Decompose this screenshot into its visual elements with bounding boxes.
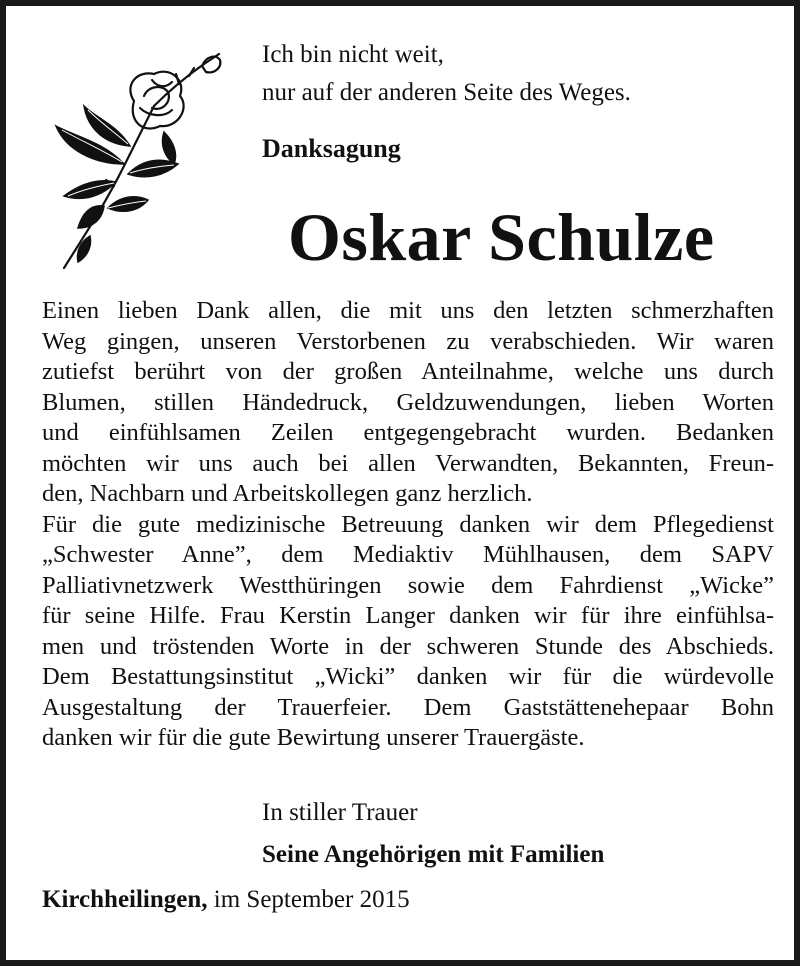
- body-line: Für die gute medizinische Betreuung danken wir dem Pflegedienst: [42, 510, 774, 538]
- quote: [262, 36, 631, 112]
- body-line: Palliativnetzwerk Westthüringen sowie dem Fahrdienst „Wicke”: [42, 571, 774, 599]
- rose-icon: [44, 46, 234, 276]
- body-line: für seine Hilfe. Frau Kerstin Langer danken wir für ihre einfühlsa-: [42, 602, 774, 629]
- heading-danksagung: Danksagung: [262, 134, 401, 163]
- body-line: Dem Bestattungsinstitut „Wicki” danken wir für die würdevolle: [42, 663, 774, 690]
- signoff-line-2: Seine Angehörigen mit Familien: [262, 841, 605, 868]
- signoff-line-1: In stiller Trauer: [262, 799, 418, 826]
- body-line: den, Nachbarn und Arbeitskollegen ganz herzlich.: [42, 480, 533, 507]
- body-line: Blumen, stillen Händedruck, Geldzuwendungen, lieben Worten: [42, 388, 774, 416]
- deceased-name: Oskar Schulze: [288, 199, 715, 275]
- body-line: danken wir für die gute Bewirtung unserer Trauergäste.: [42, 724, 585, 751]
- body-line: Ausgestaltung der Trauerfeier. Dem Gaststättenehepaar Bohn: [42, 693, 774, 721]
- quote-line-1: Ich bin nicht weit,: [262, 41, 444, 68]
- body-line: möchten wir uns auch bei allen Verwandten, Bekannten, Freun-: [42, 449, 774, 477]
- body-line: Einen lieben Dank allen, die mit uns den letzten schmerzhaften: [42, 297, 774, 324]
- signoff: [262, 792, 604, 876]
- body-line: men und tröstenden Worte in der schweren Stunde des Abschieds.: [42, 632, 774, 660]
- body-line: „Schwester Anne”, dem Mediaktiv Mühlhausen, dem SAPV: [42, 541, 774, 568]
- body-line: Weg gingen, unseren Verstorbenen zu verabschieden. Wir waren: [42, 327, 774, 355]
- body-line: und einfühlsamen Zeilen entgegengebracht wurden. Bedanken: [42, 419, 774, 446]
- place-date: [42, 886, 410, 914]
- quote-line-2: nur auf der anderen Seite des Weges.: [262, 79, 631, 106]
- place-date-text: im September 2015: [213, 886, 410, 913]
- body-line: zutiefst berührt von der großen Anteilnahme, welche uns durch: [42, 358, 774, 385]
- place-town: Kirchheilingen,: [42, 886, 208, 913]
- body-text: [42, 296, 774, 754]
